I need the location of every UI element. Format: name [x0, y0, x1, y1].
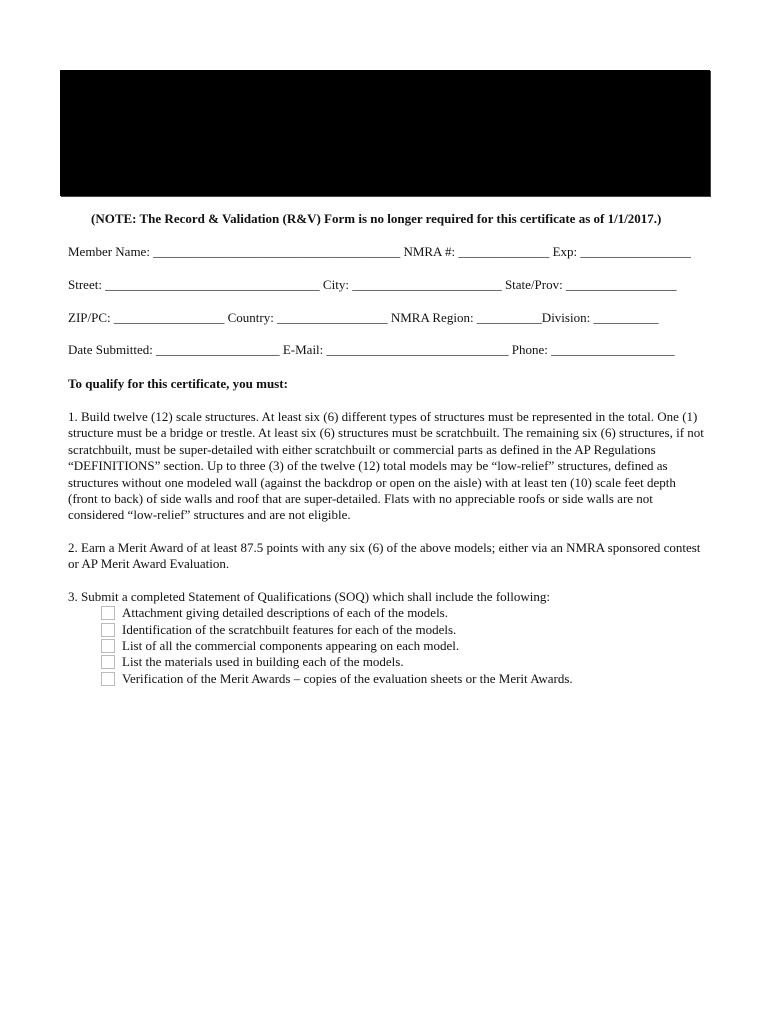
checklist-item [101, 621, 573, 637]
member-info-line: Member Name: ______________________________________ NMRA #: ______________ Exp: _________________ [68, 244, 691, 259]
checkbox[interactable] [101, 655, 115, 669]
checklist-item [101, 605, 573, 621]
checklist-item-label: Attachment giving detailed descriptions of each of the models. [122, 605, 448, 621]
qualification-heading: To qualify for this certificate, you must: [68, 376, 288, 391]
checklist-item [101, 654, 573, 670]
region-line: ZIP/PC: _________________ Country: _________________ NMRA Region: __________Division: __________ [68, 310, 659, 325]
checkbox[interactable] [101, 639, 115, 653]
checkbox[interactable] [101, 606, 115, 620]
checklist-item [101, 671, 573, 687]
checklist-item-label: List the materials used in building each of the models. [122, 654, 404, 670]
requirement-3: 3. Submit a completed Statement of Qualifications (SOQ) which shall include the following: [68, 589, 550, 604]
checklist-item [101, 638, 573, 654]
requirement-1: 1. Build twelve (12) scale structures. At least six (6) different types of structures must be represented in the total. One (1) structure must be a bridge or trestle. At least six (6) structures must be scratchbuilt. The remaining six (6) structures, if not scratchbuilt, must be super-detailed with either scratchbuilt or commercial parts as defined in the AP Regulations “DEFINITIONS” section. Up to three (3) of the twelve (12) total models may be “low-relief” structures, defined as structures without one modeled wall (against the backdrop or open on the aisle) with at least ten (10) scale feet depth (front to back) of side walls and roof that are super-detailed. Flats with no appreciable roofs or side walls are not considered “low-relief” structures and are not eligible. [68, 409, 704, 523]
address-line: Street: _________________________________ City: _______________________ State/Prov: _________________ [68, 277, 677, 292]
checklist-item-label: Identification of the scratchbuilt features for each of the models. [122, 621, 457, 637]
checklist-item-label: Verification of the Merit Awards – copies of the evaluation sheets or the Merit Awards. [122, 670, 573, 686]
checkbox[interactable] [101, 623, 115, 637]
requirement-2: 2. Earn a Merit Award of at least 87.5 points with any six (6) of the above models; either via an NMRA sponsored contest or AP Merit Award Evaluation. [68, 540, 701, 572]
soq-checklist [101, 605, 573, 687]
checkbox[interactable] [101, 672, 115, 686]
contact-line: Date Submitted: ___________________ E-Mail: ____________________________ Phone: ___________________ [68, 342, 675, 357]
checklist-item-label: List of all the commercial components appearing on each model. [122, 637, 460, 653]
note-text: (NOTE: The Record & Validation (R&V) Form is no longer required for this certificate as of 1/1/2017.) [91, 211, 662, 226]
redacted-header-block [60, 70, 710, 196]
